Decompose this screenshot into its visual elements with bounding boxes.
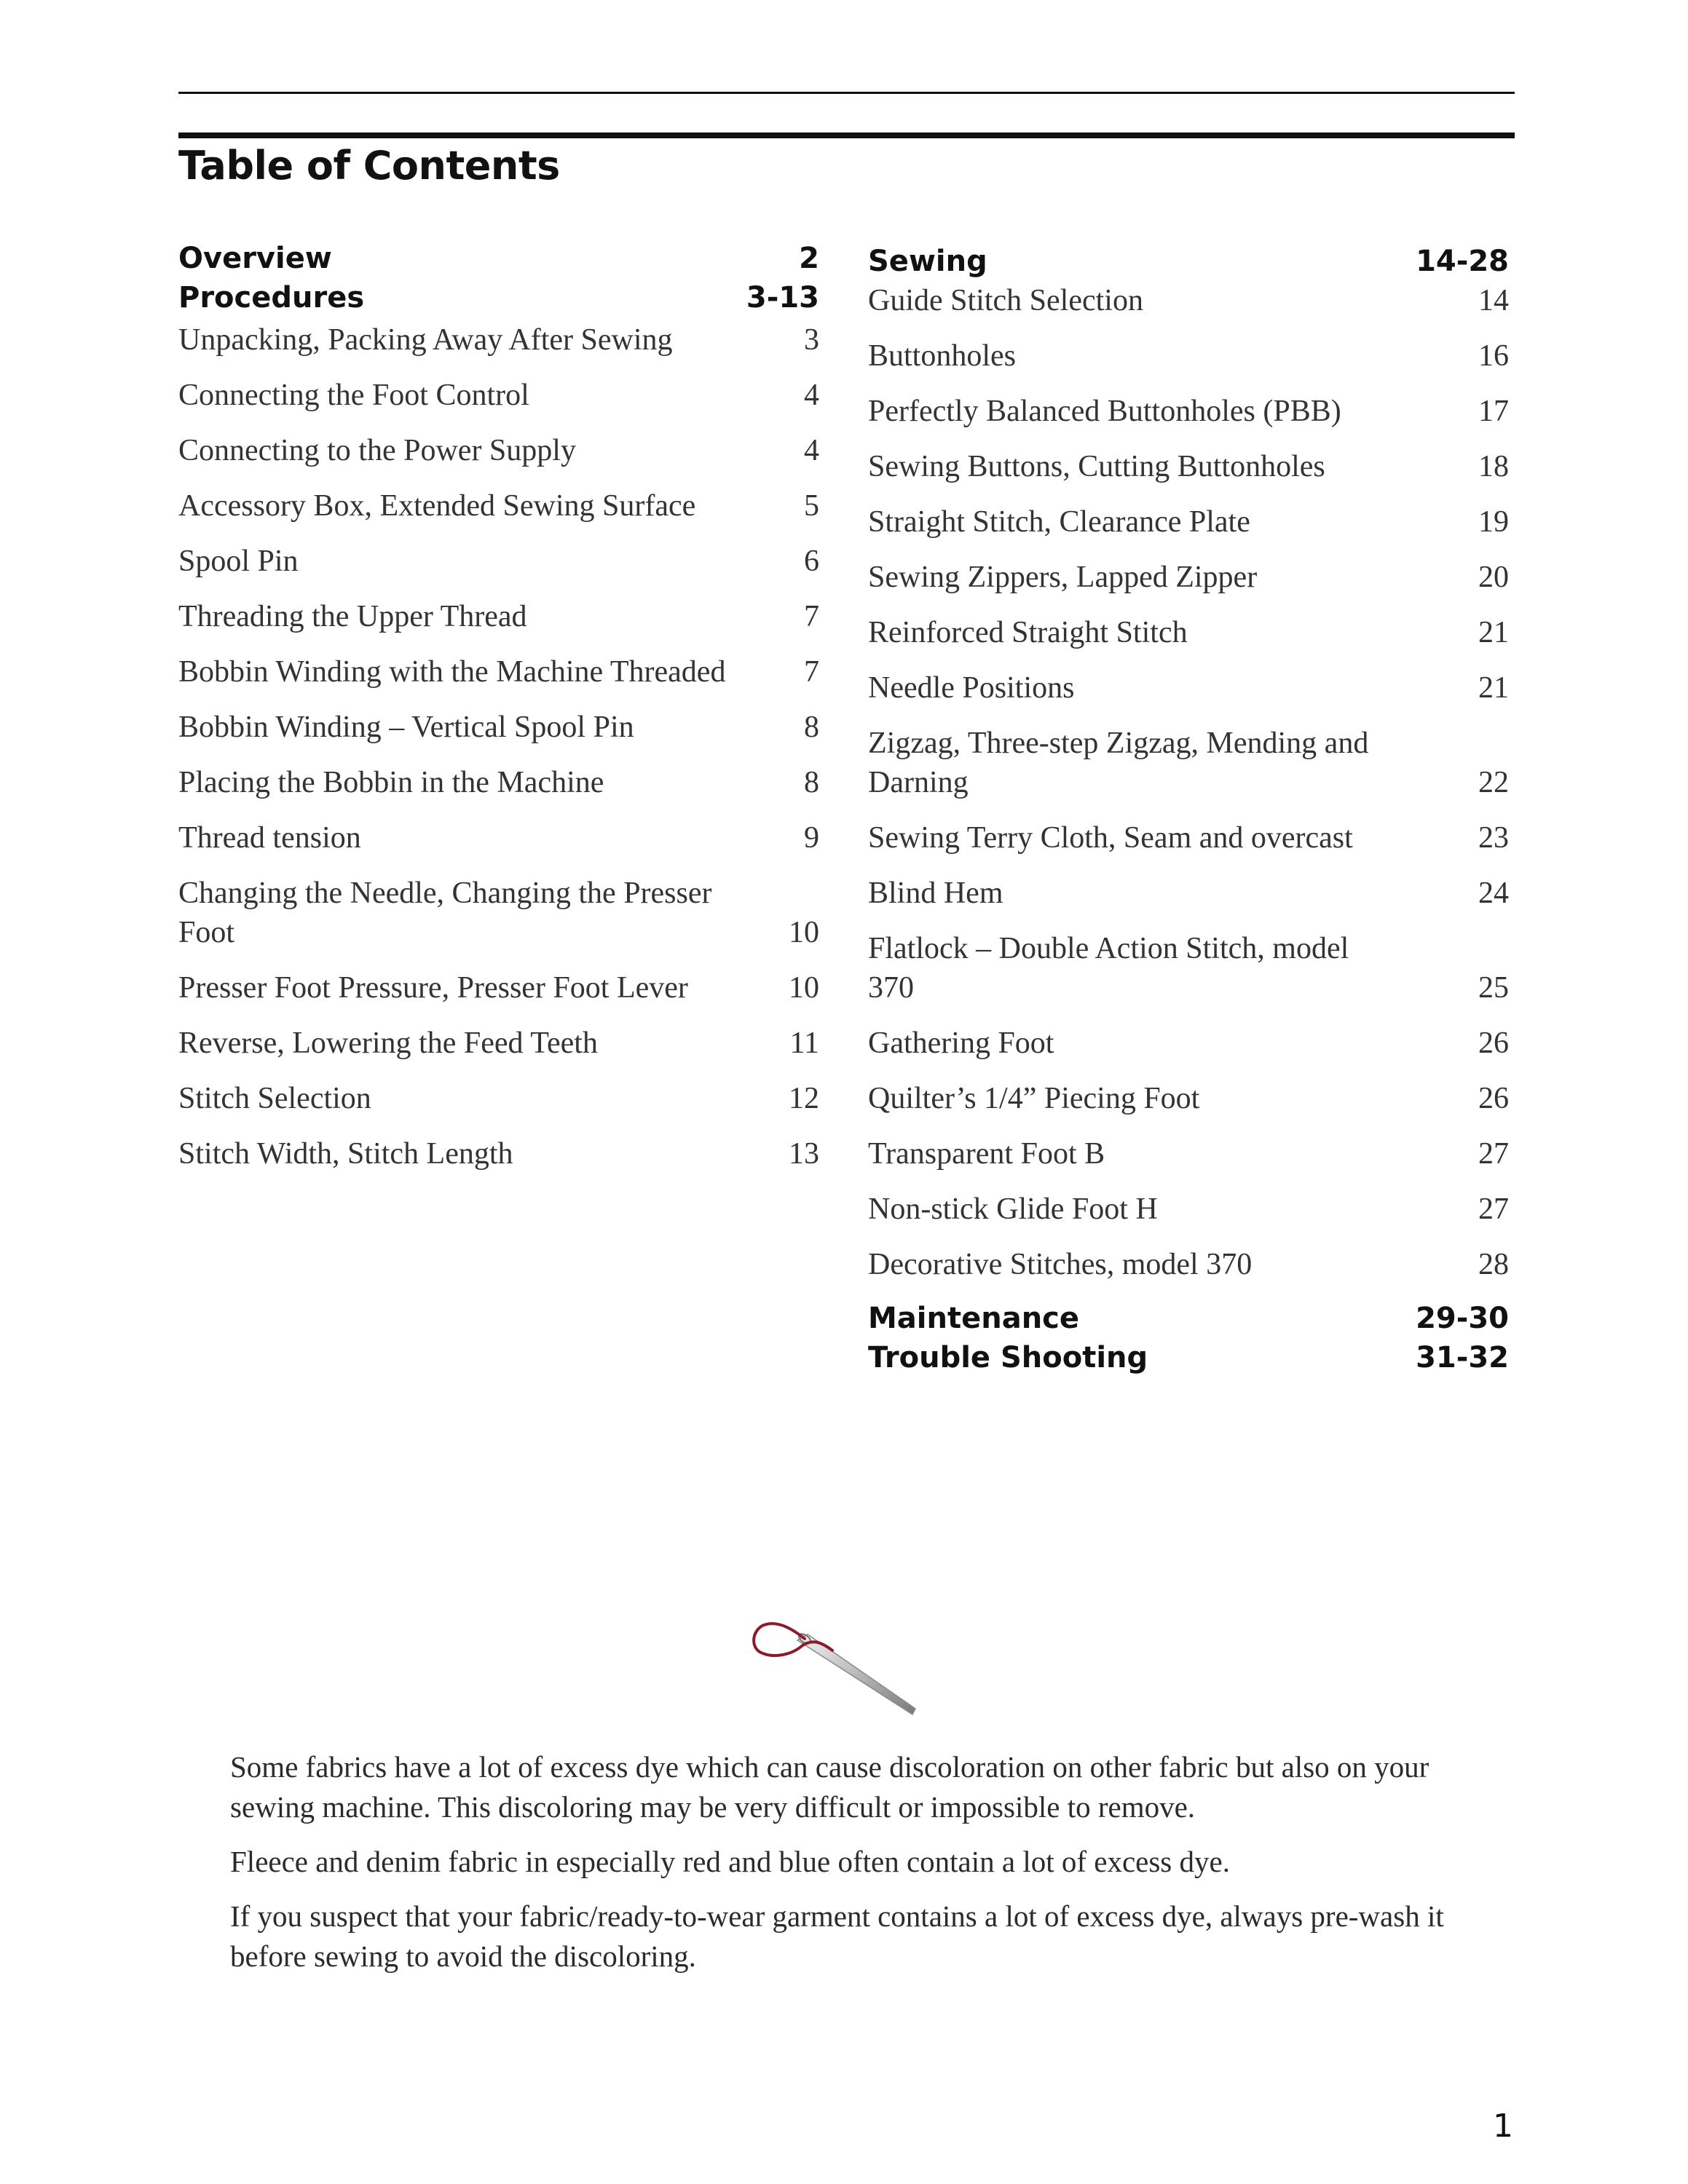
toc-entry-page: 27 bbox=[1478, 1192, 1509, 1226]
toc-entry-title: Spool Pin bbox=[178, 545, 299, 578]
note-paragraph: Some fabrics have a lot of excess dye which can cause discoloration on other fabric but also on your sewing machine. This discoloring may be very difficult or impossible to remove. bbox=[230, 1750, 1429, 1824]
toc-section-procedures[interactable] bbox=[178, 278, 819, 317]
toc-entry-page: 14 bbox=[1478, 284, 1509, 317]
toc-entry-title: Connecting to the Power Supply bbox=[178, 434, 576, 467]
toc-entry[interactable] bbox=[178, 818, 819, 858]
toc-section-trouble-shooting[interactable] bbox=[868, 1338, 1509, 1377]
toc-entry[interactable] bbox=[868, 1190, 1509, 1229]
toc-entry[interactable] bbox=[178, 1024, 819, 1063]
toc-entry[interactable] bbox=[868, 1245, 1509, 1284]
toc-entry-page: 17 bbox=[1478, 395, 1509, 428]
toc-entry[interactable] bbox=[178, 320, 819, 360]
toc-entry-title: Placing the Bobbin in the Machine bbox=[178, 766, 604, 799]
toc-entry-page: 7 bbox=[804, 655, 819, 689]
toc-entry-page: 13 bbox=[789, 1137, 819, 1171]
toc-entry-title: Needle Positions bbox=[868, 671, 1075, 705]
toc-entry-page: 8 bbox=[804, 766, 819, 799]
toc-entry[interactable] bbox=[178, 486, 819, 526]
toc-entry-title: Transparent Foot B bbox=[868, 1137, 1105, 1171]
toc-entry-page: 24 bbox=[1478, 877, 1509, 910]
toc-entry[interactable] bbox=[178, 968, 819, 1008]
toc-entry[interactable] bbox=[178, 1134, 819, 1174]
note-paragraph: Fleece and denim fabric in especially red and blue often contain a lot of excess dye. bbox=[230, 1845, 1230, 1878]
toc-entry-title: Reverse, Lowering the Feed Teeth bbox=[178, 1026, 598, 1060]
toc-entry[interactable] bbox=[178, 597, 819, 636]
toc-entry[interactable] bbox=[868, 1134, 1509, 1174]
toc-entry-page: 26 bbox=[1478, 1026, 1509, 1060]
toc-entry-title: Presser Foot Pressure, Presser Foot Lever bbox=[178, 971, 688, 1005]
toc-entry-page: 25 bbox=[1478, 971, 1509, 1005]
top-rule-thin bbox=[178, 92, 1515, 94]
toc-entry[interactable] bbox=[868, 668, 1509, 708]
toc-entry-title: Stitch Selection bbox=[178, 1082, 371, 1115]
toc-entry-title: Decorative Stitches, model 370 bbox=[868, 1248, 1253, 1281]
section-pages: 14-28 bbox=[1416, 245, 1509, 278]
toc-section-sewing[interactable] bbox=[868, 242, 1509, 281]
toc-entry-title: Straight Stitch, Clearance Plate bbox=[868, 505, 1250, 539]
toc-entry-title: Non-stick Glide Foot H bbox=[868, 1192, 1158, 1226]
toc-entry[interactable] bbox=[178, 763, 819, 802]
toc-entry[interactable] bbox=[868, 1079, 1509, 1118]
toc-entry-list bbox=[178, 320, 819, 1174]
toc-entry-title: Zigzag, Three-step Zigzag, Mending and Darning bbox=[868, 727, 1369, 799]
toc-entry[interactable] bbox=[868, 447, 1509, 486]
section-pages: 31-32 bbox=[1416, 1341, 1509, 1374]
toc-entry-page: 28 bbox=[1478, 1248, 1509, 1281]
toc-entry[interactable] bbox=[868, 874, 1509, 913]
page-title: Table of Contents bbox=[178, 143, 560, 189]
toc-entry-title: Perfectly Balanced Buttonholes (PBB) bbox=[868, 395, 1341, 428]
toc-entry[interactable] bbox=[178, 376, 819, 415]
toc-entry[interactable] bbox=[868, 929, 1509, 1008]
toc-entry-page: 12 bbox=[789, 1082, 819, 1115]
toc-entry-page: 7 bbox=[804, 600, 819, 633]
toc-entry[interactable] bbox=[868, 558, 1509, 597]
toc-entry-title: Thread tension bbox=[178, 821, 361, 855]
toc-entry-page: 20 bbox=[1478, 561, 1509, 594]
note-paragraph: If you suspect that your fabric/ready-to-wear garment contains a lot of excess dye, always pre-wash it before sewing to avoid the discoloring. bbox=[230, 1899, 1444, 1973]
toc-entry-page: 19 bbox=[1478, 505, 1509, 539]
section-pages: 2 bbox=[799, 242, 819, 275]
toc-entry-page: 27 bbox=[1478, 1137, 1509, 1171]
toc-entry-title: Sewing Zippers, Lapped Zipper bbox=[868, 561, 1258, 594]
toc-entry[interactable] bbox=[868, 724, 1509, 802]
toc-entry[interactable] bbox=[868, 281, 1509, 320]
toc-entry[interactable] bbox=[868, 818, 1509, 858]
toc-right-column bbox=[868, 239, 1509, 1377]
toc-entry-page: 3 bbox=[804, 323, 819, 357]
toc-entry-title: Stitch Width, Stitch Length bbox=[178, 1137, 513, 1171]
toc-entry-page: 16 bbox=[1478, 339, 1509, 373]
toc-entry[interactable] bbox=[178, 652, 819, 692]
toc-entry[interactable] bbox=[178, 874, 819, 952]
toc-entry[interactable] bbox=[178, 542, 819, 581]
toc-entry-title: Sewing Buttons, Cutting Buttonholes bbox=[868, 450, 1325, 483]
toc-entry[interactable] bbox=[868, 1024, 1509, 1063]
toc-entry-title: Changing the Needle, Changing the Presser Foot bbox=[178, 877, 712, 949]
section-label: Procedures bbox=[178, 281, 365, 314]
toc-section-overview[interactable] bbox=[178, 239, 819, 278]
toc-entry-page: 5 bbox=[804, 489, 819, 523]
toc-entry[interactable] bbox=[868, 613, 1509, 652]
toc-entry-page: 8 bbox=[804, 711, 819, 744]
page-number: 1 bbox=[1493, 2108, 1513, 2145]
toc-entry-title: Guide Stitch Selection bbox=[868, 284, 1143, 317]
toc-section-maintenance[interactable] bbox=[868, 1299, 1509, 1338]
toc-entry[interactable] bbox=[178, 1079, 819, 1118]
toc-entry-title: Gathering Foot bbox=[868, 1026, 1054, 1060]
toc-entry-page: 18 bbox=[1478, 450, 1509, 483]
toc-entry-title: Flatlock – Double Action Stitch, model 370 bbox=[868, 932, 1349, 1005]
toc-entry[interactable] bbox=[178, 708, 819, 747]
toc-entry-page: 22 bbox=[1478, 766, 1509, 799]
toc-entry-list bbox=[868, 281, 1509, 1284]
needle-thread-icon bbox=[746, 1613, 936, 1736]
toc-entry-title: Bobbin Winding with the Machine Threaded bbox=[178, 655, 726, 689]
toc-entry-page: 21 bbox=[1478, 616, 1509, 649]
section-label: Trouble Shooting bbox=[868, 1341, 1148, 1374]
toc-entry-title: Bobbin Winding – Vertical Spool Pin bbox=[178, 711, 634, 744]
toc-entry-title: Sewing Terry Cloth, Seam and overcast bbox=[868, 821, 1353, 855]
toc-entry[interactable] bbox=[868, 336, 1509, 376]
section-label: Sewing bbox=[868, 245, 987, 278]
toc-entry-page: 10 bbox=[789, 916, 819, 949]
toc-entry-title: Reinforced Straight Stitch bbox=[868, 616, 1188, 649]
toc-entry-title: Buttonholes bbox=[868, 339, 1017, 373]
toc-entry-title: Unpacking, Packing Away After Sewing bbox=[178, 323, 673, 357]
toc-entry-page: 21 bbox=[1478, 671, 1509, 705]
toc-left-column bbox=[178, 239, 819, 1190]
toc-entry[interactable] bbox=[868, 392, 1509, 431]
section-label: Overview bbox=[178, 242, 332, 275]
toc-entry-page: 4 bbox=[804, 434, 819, 467]
section-label: Maintenance bbox=[868, 1302, 1080, 1335]
section-pages: 3-13 bbox=[746, 281, 819, 314]
toc-entry-title: Threading the Upper Thread bbox=[178, 600, 527, 633]
toc-entry-title: Accessory Box, Extended Sewing Surface bbox=[178, 489, 696, 523]
toc-entry-title: Quilter’s 1/4” Piecing Foot bbox=[868, 1082, 1200, 1115]
top-rule-thick bbox=[178, 132, 1515, 138]
toc-entry-title: Connecting the Foot Control bbox=[178, 379, 529, 412]
toc-entry-page: 10 bbox=[789, 971, 819, 1005]
toc-entry-page: 11 bbox=[789, 1026, 819, 1060]
toc-entry-page: 26 bbox=[1478, 1082, 1509, 1115]
section-pages: 29-30 bbox=[1416, 1302, 1509, 1335]
toc-entry-page: 9 bbox=[804, 821, 819, 855]
toc-entry-page: 23 bbox=[1478, 821, 1509, 855]
toc-entry-title: Blind Hem bbox=[868, 877, 1003, 910]
toc-entry-page: 6 bbox=[804, 545, 819, 578]
toc-entry[interactable] bbox=[178, 431, 819, 470]
dye-warning-notes bbox=[230, 1747, 1468, 1991]
toc-entry[interactable] bbox=[868, 502, 1509, 542]
toc-entry-page: 4 bbox=[804, 379, 819, 412]
